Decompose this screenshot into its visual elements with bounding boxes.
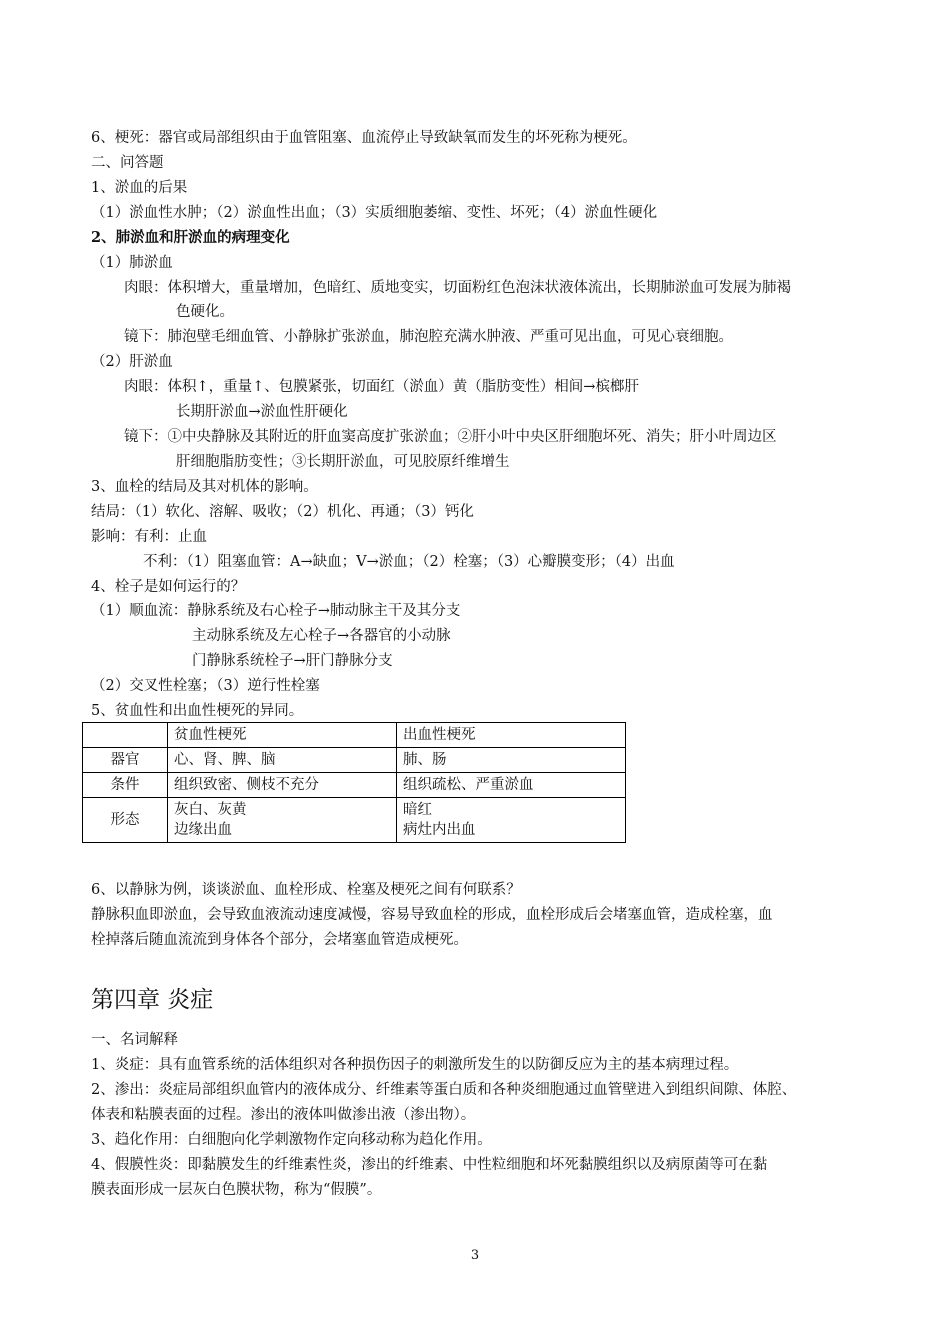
- cell-hemorrhagic-morphology-line-2: 病灶内出血: [403, 822, 476, 838]
- embolus-route-2: 主动脉系统及左心栓子→各器官的小动脉: [192, 628, 451, 644]
- question-3-title: 3、血栓的结局及其对机体的影响。: [91, 479, 318, 495]
- cell-anemic-organ: 心、肾、脾、脑: [168, 748, 397, 773]
- question-5-title: 5、贫血性和出血性梗死的异同。: [91, 703, 304, 719]
- thrombus-effect-harmful: 不利：（1）阻塞血管：A→缺血；V→淤血；（2）栓塞；（3）心瓣膜变形；（4）出血: [143, 554, 675, 570]
- table-header-anemic: 贫血性梗死: [168, 723, 397, 748]
- definition-exudation-line-1: 2、渗出：炎症局部组织血管内的液体成分、纤维素等蛋白质和各种炎细胞通过血管壁进入到组织间隙、体腔、: [91, 1082, 797, 1098]
- cell-anemic-condition: 组织致密、侧枝不充分: [168, 773, 397, 798]
- lung-micro: 镜下：肺泡壁毛细血管、小静脉扩张淤血，肺泡腔充满水肿液、严重可见出血，可见心衰细胞。: [124, 329, 733, 345]
- liver-micro-line-2: 肝细胞脂肪变性；③长期肝淤血，可见胶原纤维增生: [176, 454, 510, 470]
- infarction-comparison-table: [82, 722, 626, 843]
- row-label-morphology: 形态: [83, 798, 168, 843]
- question-2-title: 2、肺淤血和肝淤血的病理变化: [91, 229, 290, 246]
- page-number: 3: [470, 1248, 480, 1263]
- question-6-answer-line-1: 静脉积血即淤血，会导致血液流动速度减慢，容易导致血栓的形成，血栓形成后会堵塞血管，造成栓塞，血: [91, 907, 773, 923]
- question-1-title: 1、淤血的后果: [91, 180, 188, 196]
- embolus-route-3: 门静脉系统栓子→肝门静脉分支: [192, 653, 393, 669]
- question-6-title: 6、以静脉为例，谈谈淤血、血栓形成、栓塞及梗死之间有何联系？: [91, 882, 521, 898]
- definition-chemotaxis: 3、趋化作用：白细胞向化学刺激物作定向移动称为趋化作用。: [91, 1132, 492, 1148]
- embolus-other-types: （2）交叉性栓塞；（3）逆行性栓塞: [91, 678, 320, 694]
- cell-anemic-morphology-line-2: 边缘出血: [174, 822, 232, 838]
- definition-infarction: 6、梗死：器官或局部组织由于血管阻塞、血流停止导致缺氧而发生的坏死称为梗死。: [91, 130, 637, 146]
- lung-congestion-heading: （1）肺淤血: [91, 255, 173, 271]
- question-4-title: 4、栓子是如何运行的？: [91, 579, 246, 595]
- lung-gross-line-2: 色硬化。: [176, 304, 234, 320]
- question-1-answer: （1）淤血性水肿；（2）淤血性出血；（3）实质细胞萎缩、变性、坏死；（4）淤血性硬化: [91, 205, 658, 221]
- row-label-organ: 器官: [83, 748, 168, 773]
- definition-exudation-line-2: 体表和粘膜表面的过程。渗出的液体叫做渗出液（渗出物）。: [91, 1107, 476, 1123]
- cell-hemorrhagic-morphology-line-1: 暗红: [403, 802, 432, 818]
- table-header-blank: [83, 723, 168, 748]
- cell-hemorrhagic-organ: 肺、肠: [397, 748, 626, 773]
- chapter-title: 第四章 炎症: [91, 987, 214, 1013]
- definition-pseudomembranous-line-1: 4、假膜性炎：即黏膜发生的纤维素性炎，渗出的纤维素、中性粒细胞和坏死黏膜组织以及病原菌等可在黏: [91, 1157, 768, 1173]
- table-row: [83, 773, 626, 798]
- liver-micro-line-1: 镜下：①中央静脉及其附近的肝血窦高度扩张淤血；②肝小叶中央区肝细胞坏死、消失；肝小叶周边区: [124, 429, 777, 445]
- cell-hemorrhagic-morphology: [397, 798, 626, 843]
- embolus-route-1: （1）顺血流：静脉系统及右心栓子→肺动脉主干及其分支: [91, 603, 461, 619]
- liver-gross-line-2: 长期肝淤血→淤血性肝硬化: [176, 404, 348, 420]
- definition-inflammation: 1、炎症：具有血管系统的活体组织对各种损伤因子的刺激所发生的以防御反应为主的基本病理过程。: [91, 1057, 739, 1073]
- cell-hemorrhagic-condition: 组织疏松、严重淤血: [397, 773, 626, 798]
- table-row: [83, 748, 626, 773]
- table-header-row: [83, 723, 626, 748]
- lung-gross-line-1: 肉眼：体积增大，重量增加，色暗红、质地变实，切面粉红色泡沫状液体流出，长期肺淤血可发展为肺褐: [124, 280, 791, 296]
- section-heading-qa: 二、问答题: [91, 155, 164, 171]
- liver-congestion-heading: （2）肝淤血: [91, 354, 173, 370]
- question-6-answer-line-2: 栓掉落后随血流流到身体各个部分，会堵塞血管造成梗死。: [91, 932, 468, 948]
- thrombus-outcome: 结局：（1）软化、溶解、吸收；（2）机化、再通；（3）钙化: [91, 504, 474, 520]
- definition-pseudomembranous-line-2: 膜表面形成一层灰白色膜状物，称为“假膜”。: [91, 1182, 382, 1198]
- thrombus-effect-beneficial: 影响：有利：止血: [91, 529, 207, 545]
- section-heading-terms: 一、名词解释: [91, 1032, 178, 1048]
- cell-anemic-morphology-line-1: 灰白、灰黄: [174, 802, 247, 818]
- table-header-hemorrhagic: 出血性梗死: [397, 723, 626, 748]
- row-label-condition: 条件: [83, 773, 168, 798]
- cell-anemic-morphology: [168, 798, 397, 843]
- liver-gross-line-1: 肉眼：体积↑，重量↑、包膜紧张，切面红（淤血）黄（脂肪变性）相间→槟榔肝: [124, 379, 639, 395]
- table-row: [83, 798, 626, 843]
